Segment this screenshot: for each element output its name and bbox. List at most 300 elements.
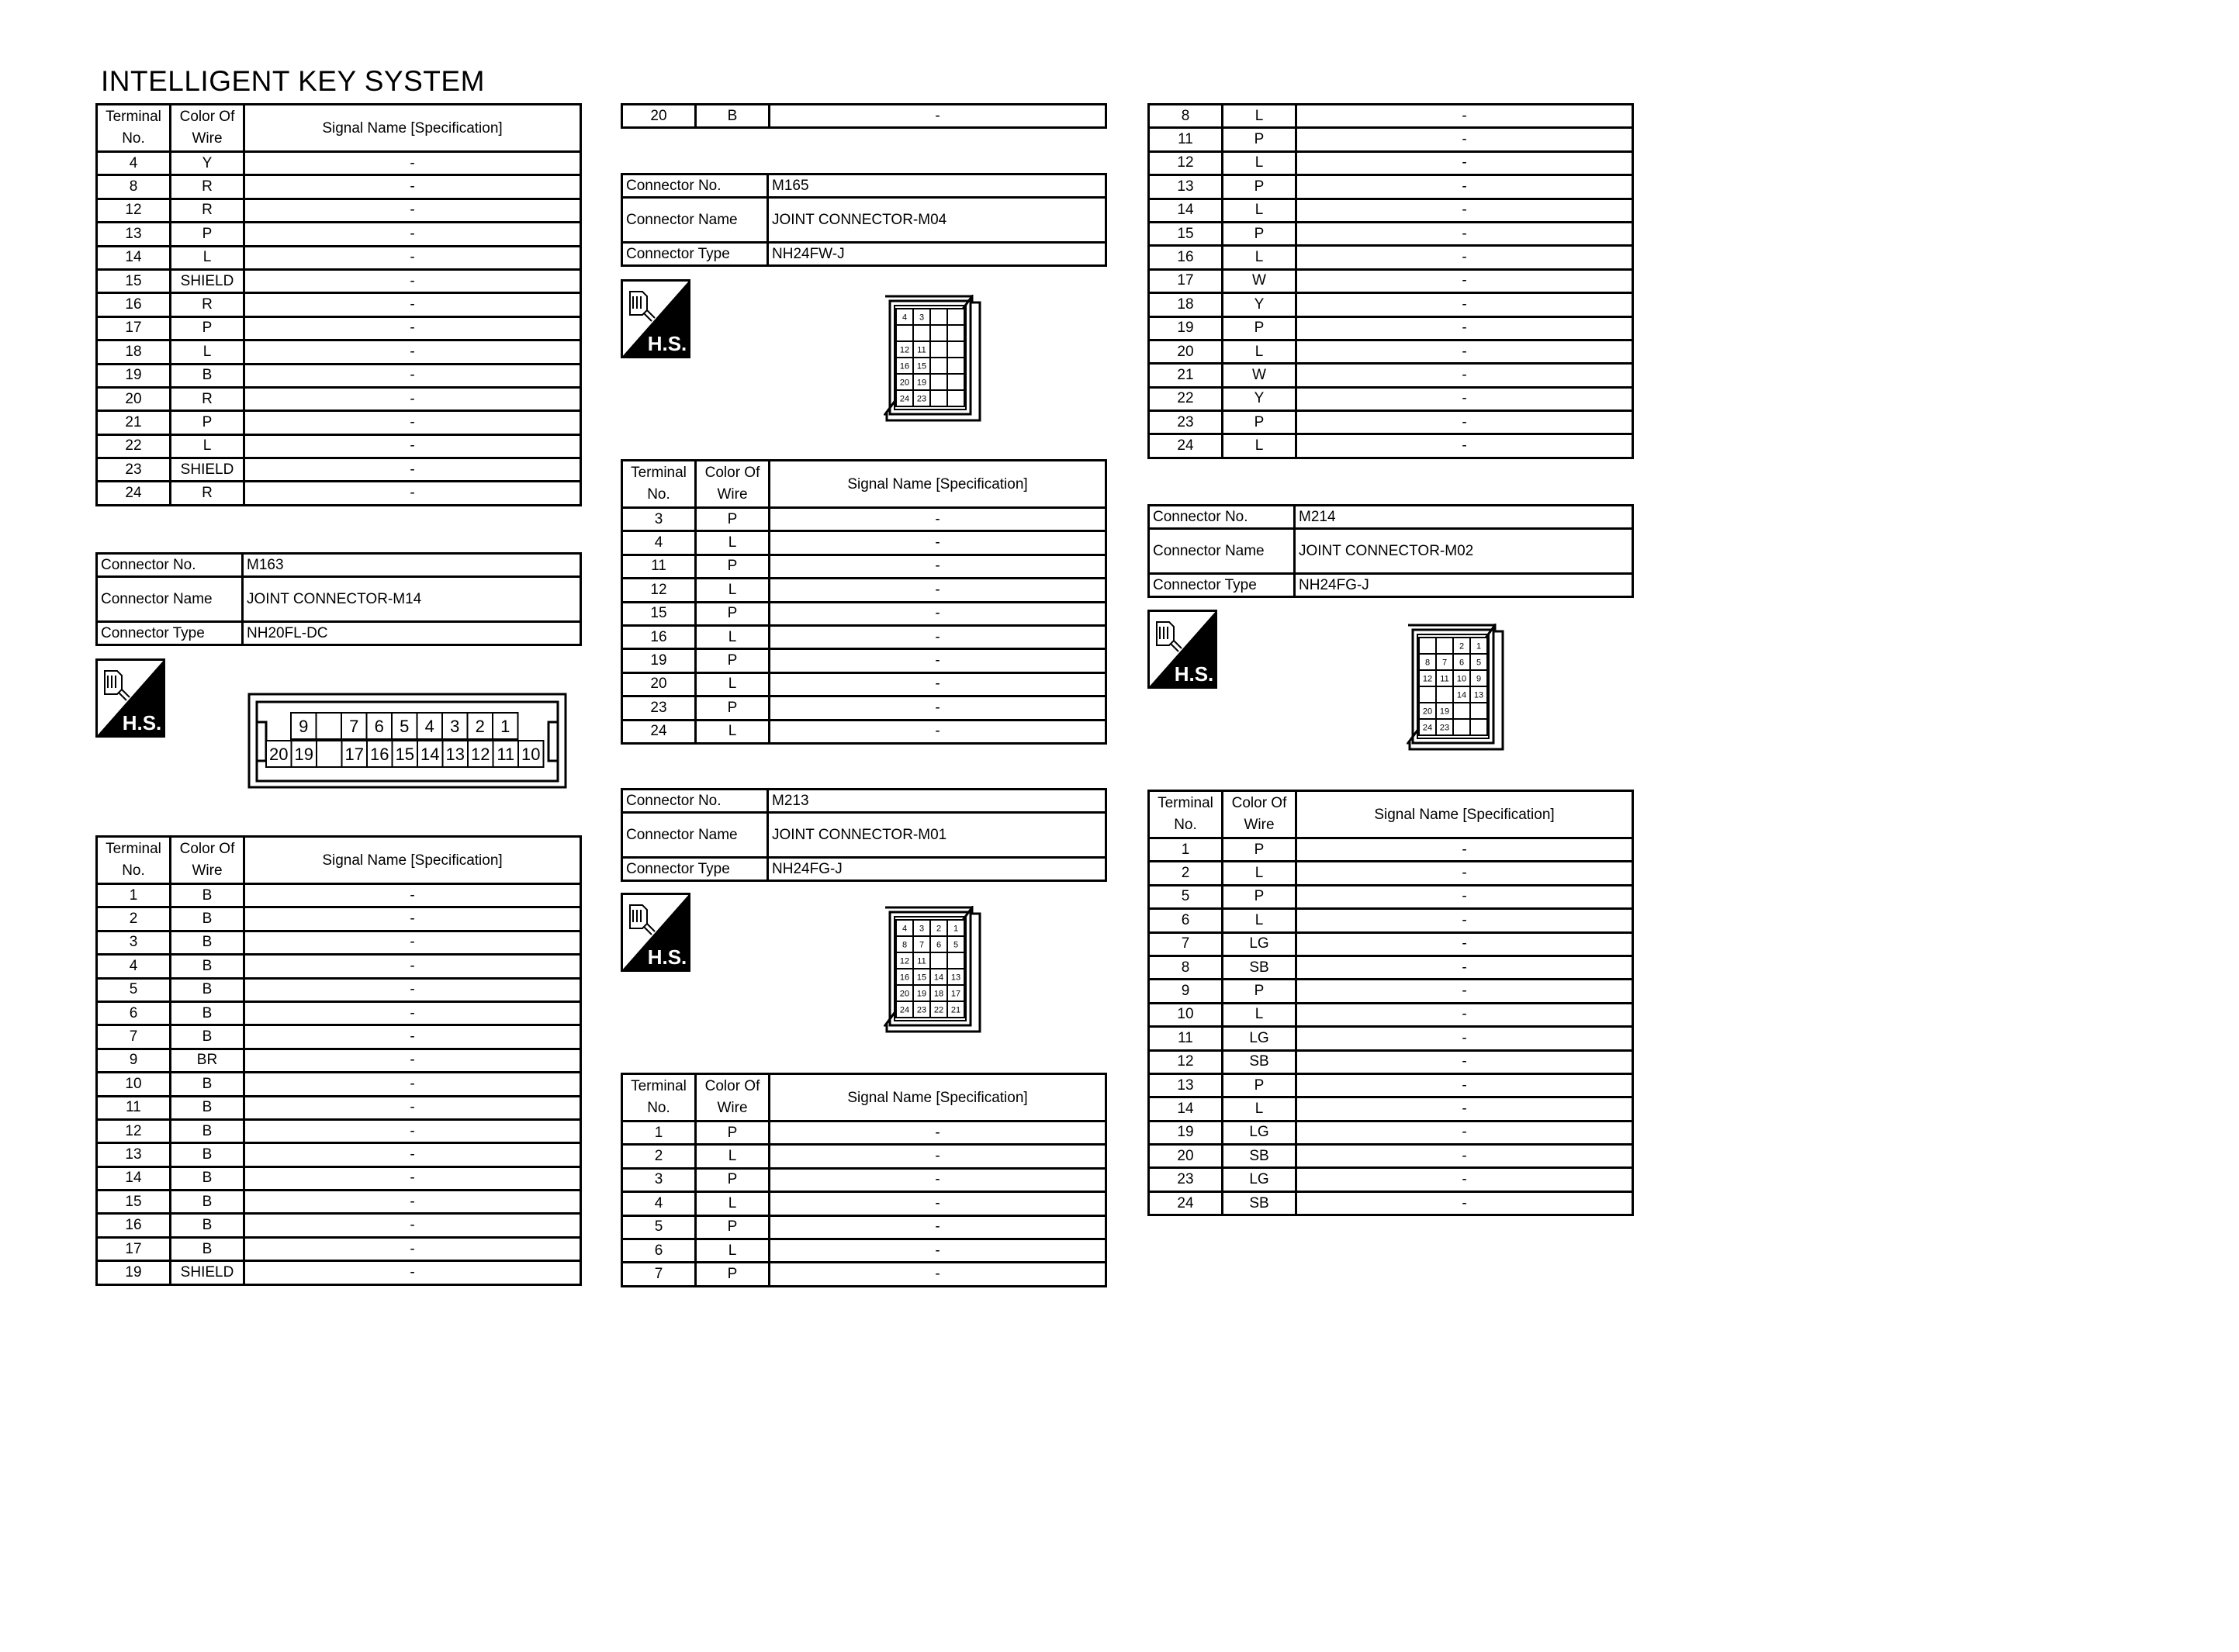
header-terminal (622, 1074, 696, 1121)
table-row (1149, 411, 1633, 434)
table-row (622, 1145, 1106, 1168)
signal-name: - (244, 1001, 581, 1025)
pin-number: 2 (475, 716, 485, 736)
signal-name: - (1296, 862, 1633, 885)
terminal-table (621, 459, 1107, 745)
signal-name: - (1296, 293, 1633, 316)
wire-color: L (696, 531, 770, 555)
table-row (1149, 151, 1633, 175)
table-row (97, 223, 581, 246)
table-row (622, 720, 1106, 743)
wire-color: B (171, 1166, 244, 1190)
wire-color: B (171, 1096, 244, 1119)
terminal-number: 24 (1149, 1191, 1223, 1215)
pin-number: 9 (1476, 674, 1482, 684)
wire-color: R (171, 199, 244, 222)
wire-color: L (1223, 105, 1296, 128)
header-color-line1: Color Of (179, 841, 235, 857)
terminal-number: 7 (1149, 932, 1223, 956)
wire-color: B (171, 1143, 244, 1166)
header-terminal (97, 837, 171, 884)
pin-number: 5 (400, 716, 410, 736)
table-row (622, 579, 1106, 602)
wire-color: P (1223, 1073, 1296, 1097)
wire-color: L (1223, 340, 1296, 363)
signal-name: - (770, 531, 1106, 555)
table-row (97, 931, 581, 954)
pin-number: 16 (370, 744, 389, 764)
wire-color: SB (1223, 1145, 1296, 1168)
table-row (1149, 862, 1633, 885)
table-row (97, 175, 581, 199)
table-row (622, 105, 1106, 128)
wire-color: Y (171, 152, 244, 175)
signal-name: - (244, 175, 581, 199)
terminal-number: 18 (1149, 293, 1223, 316)
signal-name: - (244, 199, 581, 222)
terminal-number: 22 (1149, 387, 1223, 410)
terminal-number: 19 (1149, 1121, 1223, 1144)
terminal-number: 11 (97, 1096, 171, 1119)
signal-name: - (244, 1073, 581, 1096)
table-row (97, 1214, 581, 1237)
wire-color: B (171, 1214, 244, 1237)
terminal-number: 6 (1149, 909, 1223, 932)
wire-color: L (171, 434, 244, 458)
header-terminal-line2: No. (122, 130, 145, 147)
terminal-table (621, 1073, 1107, 1287)
header-terminal (1149, 791, 1223, 838)
wire-color: P (696, 602, 770, 625)
signal-name: - (244, 364, 581, 387)
wire-color: P (171, 223, 244, 246)
wire-color: P (696, 649, 770, 672)
signal-name: - (1296, 1168, 1633, 1191)
signal-name: - (1296, 885, 1633, 908)
table-row (1149, 175, 1633, 199)
signal-name: - (1296, 340, 1633, 363)
terminal-number: 13 (97, 1143, 171, 1166)
wire-color: L (171, 246, 244, 269)
wire-color: L (1223, 434, 1296, 458)
pin-number: 24 (1422, 723, 1433, 733)
harness-side-icon (95, 658, 165, 738)
connector-name-value: JOINT CONNECTOR-M14 (243, 577, 581, 622)
connector-no-label: Connector No. (622, 790, 768, 813)
table-row (97, 199, 581, 222)
wire-color: SB (1223, 1191, 1296, 1215)
terminal-number: 3 (622, 508, 696, 531)
header-terminal-line2: No. (647, 1100, 670, 1116)
terminal-number: 17 (1149, 269, 1223, 292)
pin-number: 23 (1439, 723, 1450, 733)
connector-no-label: Connector No. (97, 554, 243, 577)
terminal-number: 20 (97, 387, 171, 410)
pin-cell (930, 325, 947, 341)
table-row (97, 293, 581, 316)
terminal-number: 12 (97, 199, 171, 222)
header-terminal-line1: Terminal (631, 1078, 687, 1094)
wire-color: B (171, 1191, 244, 1214)
wire-color: SB (1223, 1050, 1296, 1073)
terminal-number: 5 (1149, 885, 1223, 908)
pin-cell (930, 952, 947, 969)
signal-name: - (770, 1215, 1106, 1239)
pin-number: 20 (899, 989, 910, 999)
table-row (622, 1239, 1106, 1262)
signal-name: - (1296, 151, 1633, 175)
pin-number: 10 (1456, 674, 1467, 684)
pin-number: 3 (450, 716, 460, 736)
header-terminal-line1: Terminal (106, 841, 161, 857)
signal-name: - (1296, 269, 1633, 292)
signal-name: - (1296, 1027, 1633, 1050)
signal-name: - (1296, 909, 1633, 932)
pin-number: 3 (919, 924, 925, 934)
pin-cell (317, 713, 342, 739)
pin-cell (947, 358, 964, 374)
connector-no-value: M213 (768, 790, 1106, 813)
pin-cell (1419, 638, 1436, 654)
table-header-row (97, 837, 581, 884)
table-row (1149, 316, 1633, 340)
table-row (97, 482, 581, 505)
signal-name: - (244, 978, 581, 1001)
pin-number: 23 (916, 1005, 927, 1015)
signal-name: - (770, 1263, 1106, 1286)
terminal-number: 6 (622, 1239, 696, 1262)
wire-color: P (1223, 175, 1296, 199)
pin-cell (930, 341, 947, 358)
signal-name: - (244, 907, 581, 931)
header-color-line2: Wire (192, 862, 223, 879)
terminal-number: 5 (97, 978, 171, 1001)
pin-cell (1453, 703, 1470, 719)
pin-number: 5 (1476, 658, 1482, 668)
table-row (1149, 956, 1633, 979)
connector-name-value: JOINT CONNECTOR-M01 (768, 813, 1106, 858)
pin-number: 1 (953, 924, 959, 934)
header-color-line1: Color Of (179, 109, 235, 125)
terminal-number: 16 (97, 293, 171, 316)
table-row (97, 411, 581, 434)
signal-name: - (1296, 128, 1633, 151)
pin-number: 6 (936, 940, 942, 950)
header-color (1223, 791, 1296, 838)
terminal-number: 8 (1149, 105, 1223, 128)
table-row (1149, 128, 1633, 151)
pin-number: 11 (917, 956, 926, 966)
terminal-number: 24 (97, 482, 171, 505)
wire-color: B (171, 907, 244, 931)
table-header-row (97, 105, 581, 152)
table-row (1149, 222, 1633, 245)
signal-name: - (1296, 199, 1633, 222)
terminal-number: 5 (622, 1215, 696, 1239)
table-header-row (1149, 791, 1633, 838)
wire-color: LG (1223, 1168, 1296, 1191)
table-row (1149, 1050, 1633, 1073)
terminal-number: 20 (622, 105, 696, 128)
pin-number: 1 (500, 716, 510, 736)
table-row (1149, 838, 1633, 862)
terminal-number: 1 (97, 884, 171, 907)
table-row (622, 508, 1106, 531)
table-row (97, 1166, 581, 1190)
pin-number: 6 (374, 716, 384, 736)
wire-color: L (696, 625, 770, 648)
terminal-number: 14 (97, 1166, 171, 1190)
terminal-number: 14 (97, 246, 171, 269)
table-row (1149, 387, 1633, 410)
table-row (97, 884, 581, 907)
connector-type-value: NH24FG-J (768, 858, 1106, 881)
terminal-number: 11 (1149, 128, 1223, 151)
terminal-number: 3 (622, 1168, 696, 1191)
connector-info-m214 (1147, 504, 1634, 598)
pin-number: 13 (950, 973, 961, 983)
connector-type-value: NH20FL-DC (243, 622, 581, 645)
table-row (1149, 199, 1633, 222)
signal-name: - (770, 625, 1106, 648)
pin-number: 17 (344, 744, 364, 764)
wire-color: Y (1223, 387, 1296, 410)
terminal-number: 15 (97, 1191, 171, 1214)
table-row (97, 1096, 581, 1119)
header-terminal-line1: Terminal (631, 465, 687, 481)
header-color (696, 461, 770, 508)
table-row (622, 531, 1106, 555)
signal-name: - (770, 1145, 1106, 1168)
wire-color: Y (1223, 293, 1296, 316)
signal-name: - (770, 508, 1106, 531)
wire-color: P (696, 696, 770, 720)
wire-color: L (1223, 1097, 1296, 1121)
terminal-number: 23 (1149, 1168, 1223, 1191)
wire-color: P (171, 411, 244, 434)
wire-color: R (171, 387, 244, 410)
connector-no-value: M214 (1295, 506, 1633, 529)
signal-name: - (770, 1121, 1106, 1145)
header-terminal-line2: No. (647, 486, 670, 503)
table-row (1149, 340, 1633, 363)
table-row (622, 649, 1106, 672)
terminal-number: 12 (97, 1119, 171, 1142)
terminal-number: 2 (97, 907, 171, 931)
terminal-number: 1 (1149, 838, 1223, 862)
pin-cell (930, 358, 947, 374)
terminal-number: 6 (97, 1001, 171, 1025)
signal-name: - (770, 105, 1106, 128)
signal-name: - (244, 246, 581, 269)
connector-m163-diagram (247, 693, 567, 789)
connector-no-label: Connector No. (1149, 506, 1295, 529)
wire-color: P (696, 1168, 770, 1191)
table-row (622, 1168, 1106, 1191)
signal-name: - (244, 293, 581, 316)
terminal-number: 16 (622, 625, 696, 648)
pin-number: 15 (916, 973, 927, 983)
pin-number: 11 (917, 345, 926, 355)
header-terminal-line1: Terminal (1158, 795, 1213, 811)
pin-cell (1419, 686, 1436, 703)
pin-number: 22 (933, 1005, 944, 1015)
table-row (622, 1192, 1106, 1215)
terminal-number: 21 (97, 411, 171, 434)
terminal-number: 4 (97, 152, 171, 175)
table-row (97, 955, 581, 978)
signal-name: - (1296, 932, 1633, 956)
table-row (97, 269, 581, 292)
pin-number: 24 (899, 394, 910, 404)
signal-name: - (244, 152, 581, 175)
signal-name: - (1296, 387, 1633, 410)
header-signal: Signal Name [Specification] (770, 461, 1106, 508)
connector-info-m163 (95, 552, 582, 646)
table-row (97, 458, 581, 482)
connector-info-m165 (621, 173, 1107, 267)
hs-label: H.S. (122, 711, 162, 734)
wire-color: L (1223, 199, 1296, 222)
terminal-number: 15 (97, 269, 171, 292)
table-row (97, 1261, 581, 1284)
terminal-number: 17 (97, 316, 171, 340)
table-row (97, 1119, 581, 1142)
table-row (97, 246, 581, 269)
pin-number: 6 (1459, 658, 1465, 668)
signal-name: - (244, 387, 581, 410)
wire-color: P (696, 1215, 770, 1239)
connector-type-value: NH24FG-J (1295, 574, 1633, 597)
wire-color: P (1223, 980, 1296, 1003)
pin-number: 20 (269, 744, 289, 764)
harness-side-icon (1147, 610, 1217, 689)
signal-name: - (1296, 105, 1633, 128)
signal-name: - (244, 482, 581, 505)
pin-cell (1470, 703, 1487, 719)
terminal-number: 12 (1149, 151, 1223, 175)
terminal-number: 18 (97, 340, 171, 364)
wire-color: P (696, 555, 770, 578)
pin-number: 21 (950, 1005, 961, 1015)
pin-number: 3 (919, 313, 925, 323)
signal-name: - (770, 555, 1106, 578)
table-row (97, 1001, 581, 1025)
wire-color: SHIELD (171, 458, 244, 482)
table-row (97, 387, 581, 410)
signal-name: - (244, 1049, 581, 1072)
signal-name: - (1296, 316, 1633, 340)
pin-number: 14 (420, 744, 440, 764)
wire-color: P (1223, 316, 1296, 340)
terminal-number: 24 (1149, 434, 1223, 458)
hs-label: H.S. (1174, 662, 1214, 686)
pin-number: 19 (916, 989, 927, 999)
wire-color: P (696, 1121, 770, 1145)
wire-color: B (171, 955, 244, 978)
header-color-line2: Wire (717, 486, 748, 503)
terminal-number: 21 (1149, 364, 1223, 387)
signal-name: - (1296, 1050, 1633, 1073)
table-row (622, 555, 1106, 578)
pin-number: 9 (299, 716, 309, 736)
terminal-number: 10 (97, 1073, 171, 1096)
connector-m214-diagram (1407, 624, 1504, 751)
signal-name: - (1296, 222, 1633, 245)
wire-color: L (696, 720, 770, 743)
pin-number: 11 (497, 744, 515, 764)
wire-color: B (171, 1025, 244, 1049)
connector-name-label: Connector Name (97, 577, 243, 622)
table-row (97, 1237, 581, 1260)
wire-color: LG (1223, 1027, 1296, 1050)
header-color-line1: Color Of (704, 1078, 760, 1094)
signal-name: - (1296, 411, 1633, 434)
harness-side-icon (621, 893, 690, 972)
table-row (622, 625, 1106, 648)
wire-color: W (1223, 269, 1296, 292)
terminal-number: 8 (1149, 956, 1223, 979)
signal-name: - (1296, 1073, 1633, 1097)
wire-color: P (1223, 411, 1296, 434)
wire-color: B (171, 1237, 244, 1260)
signal-name: - (244, 1025, 581, 1049)
connector-name-label: Connector Name (622, 813, 768, 858)
table-row (1149, 1121, 1633, 1144)
terminal-number: 12 (622, 579, 696, 602)
terminal-number: 4 (622, 1192, 696, 1215)
terminal-number: 20 (1149, 340, 1223, 363)
wire-color: LG (1223, 932, 1296, 956)
wire-color: B (171, 1001, 244, 1025)
header-color-line1: Color Of (704, 465, 760, 481)
table-row (1149, 909, 1633, 932)
table-row (97, 1025, 581, 1049)
terminal-number: 10 (1149, 1003, 1223, 1026)
table-row (1149, 1073, 1633, 1097)
pin-cell (317, 741, 342, 767)
pin-cell (1470, 719, 1487, 735)
table-row (1149, 1145, 1633, 1168)
signal-name: - (244, 458, 581, 482)
pin-number: 15 (916, 361, 927, 372)
signal-name: - (244, 411, 581, 434)
pin-number: 16 (899, 973, 910, 983)
table-row (622, 1263, 1106, 1286)
pin-cell (913, 325, 930, 341)
table-row (1149, 269, 1633, 292)
pin-cell (1436, 686, 1453, 703)
wire-color: P (696, 508, 770, 531)
pin-number: 2 (936, 924, 942, 934)
header-color (171, 837, 244, 884)
signal-name: - (244, 1166, 581, 1190)
terminal-number: 9 (97, 1049, 171, 1072)
connector-no-label: Connector No. (622, 175, 768, 198)
header-terminal-line2: No. (122, 862, 145, 879)
table-row (622, 696, 1106, 720)
terminal-number: 23 (1149, 411, 1223, 434)
signal-name: - (1296, 434, 1633, 458)
terminal-number: 1 (622, 1121, 696, 1145)
table-row (97, 1191, 581, 1214)
signal-name: - (770, 579, 1106, 602)
pin-number: 16 (899, 361, 910, 372)
pin-number: 19 (1439, 707, 1450, 717)
wire-color: B (171, 931, 244, 954)
terminal-number: 20 (1149, 1145, 1223, 1168)
pin-number: 1 (1476, 641, 1482, 651)
